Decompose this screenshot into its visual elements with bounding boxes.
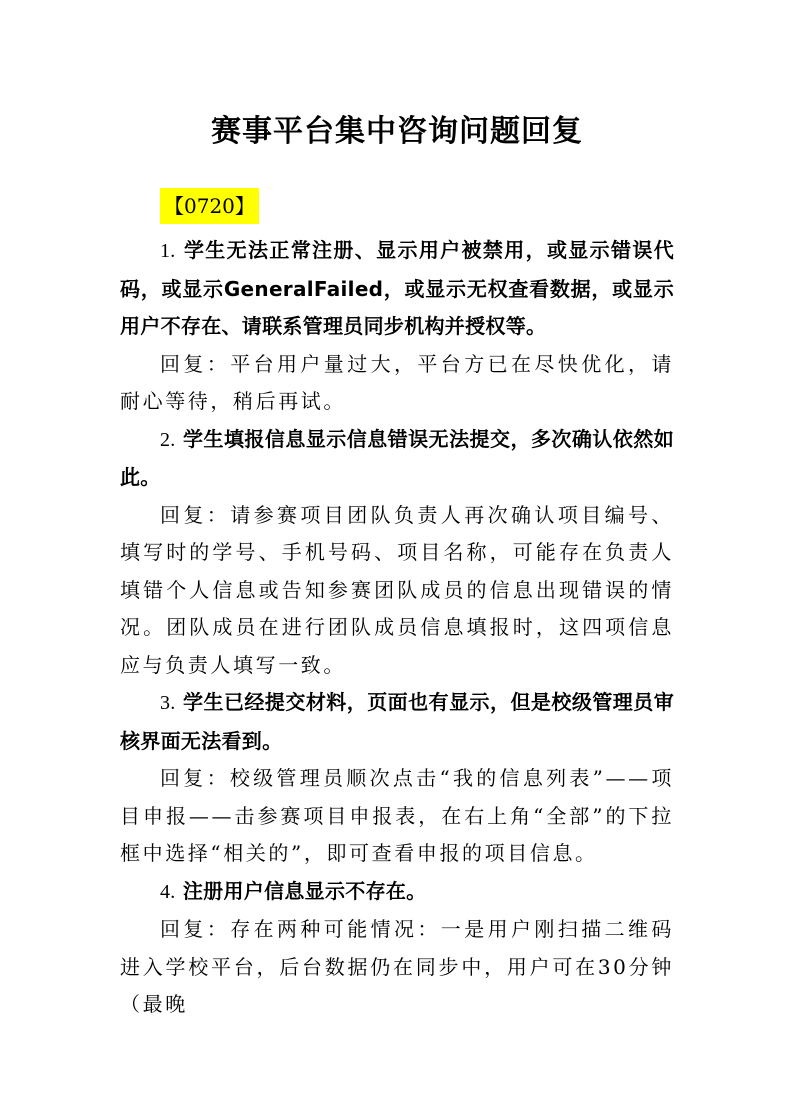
- answer-3: 回复：校级管理员顺次点击“我的信息列表”——项目申报——击参赛项目申报表，在右上角“全部”的下拉框中选择“相关的”，即可查看申报的项目信息。: [120, 766, 674, 865]
- question-2: [120, 421, 674, 497]
- question-4: [120, 873, 674, 912]
- question-number: 2.: [160, 428, 176, 451]
- question-number: 1.: [160, 240, 176, 262]
- question-number: 3.: [160, 692, 176, 714]
- answer-1: 回复：平台用户量过大，平台方已在尽快优化，请耐心等待，稍后再试。: [120, 351, 674, 413]
- question-3: [120, 684, 674, 760]
- page-title: 赛事平台集中咨询问题回复: [211, 114, 583, 150]
- answer-2: 回复：请参赛项目团队负责人再次确认项目编号、填写时的学号、手机号码、项目名称，可能存在负责人填错个人信息或告知参赛团队成员的信息出现错误的情况。团队成员在进行团队成员信息填报时，这四项信息应与负责人填写一致。: [120, 502, 674, 677]
- question-text: 注册用户信息显示不存在。: [182, 878, 427, 903]
- question-1: [120, 232, 674, 346]
- section-tag: 【0720】: [160, 188, 259, 224]
- question-text: 学生已经提交材料，页面也有显示，但是校级管理员审核界面无法看到。: [120, 690, 675, 753]
- qa-list: [120, 232, 674, 1024]
- question-number: 4.: [160, 880, 176, 903]
- question-text: 学生无法正常注册、显示用户被禁用，或显示错误代码，或显示GeneralFailed，或显示无权查看数据，或显示用户不存在、请联系管理员同步机构并授权等。: [120, 238, 675, 338]
- answer-4: 回复：存在两种可能情况：一是用户刚扫描二维码进入学校平台，后台数据仍在同步中，用户可在30分钟（最晚: [120, 917, 674, 1016]
- question-text: 学生填报信息显示信息错误无法提交，多次确认依然如此。: [120, 426, 675, 489]
